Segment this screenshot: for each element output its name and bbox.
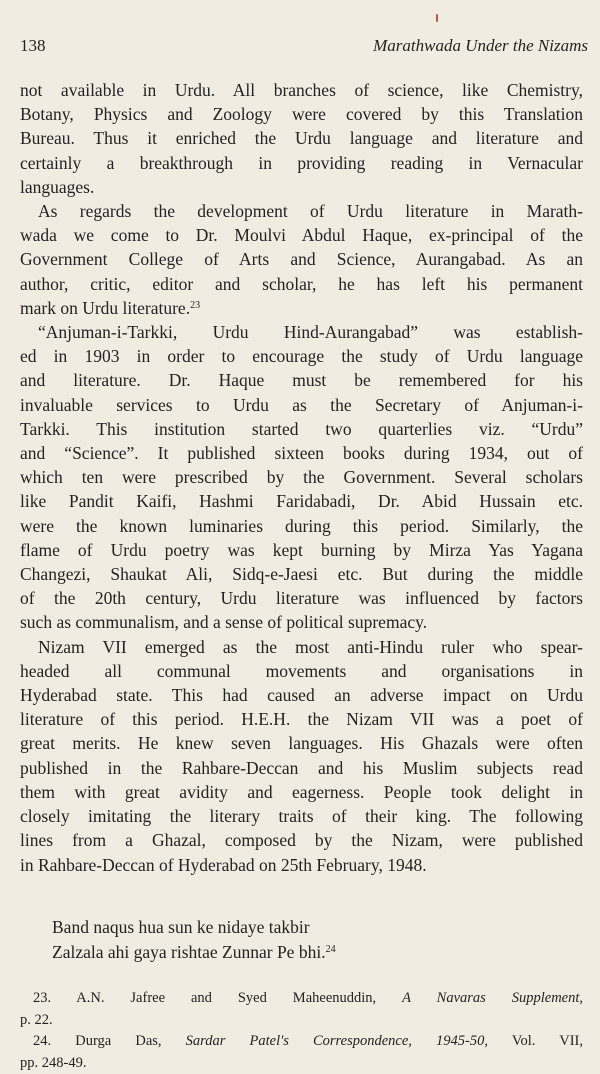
text-line — [20, 296, 583, 320]
footnote-authors: A.N. Jafree and Syed Maheenuddin, — [76, 990, 376, 1006]
text-line: which ten were prescribed by the Government. Several scholars — [20, 465, 583, 489]
text-line: Botany, Physics and Zoology were covered by this Translation — [20, 102, 583, 126]
running-title: Marathwada Under the Nizams — [373, 36, 588, 56]
footnote-pages: p. 22. — [20, 1010, 583, 1032]
text-line: and “Science”. It published sixteen books during 1934, out of — [20, 441, 583, 465]
text-line: like Pandit Kaifi, Hashmi Faridabadi, Dr. Abid Hussain etc. — [20, 489, 583, 513]
footnote-authors: Durga Das, — [75, 1033, 161, 1049]
text-line: not available in Urdu. All branches of science, like Chemistry, — [20, 78, 583, 102]
paragraph-nizam-vii — [20, 635, 583, 877]
footnote-volume: Vol. VII, — [512, 1033, 583, 1049]
ghazal-verse — [52, 915, 336, 964]
text-line: such as communalism, and a sense of political supremacy. — [20, 610, 583, 634]
footnote-23 — [20, 988, 583, 1010]
text-line: languages. — [20, 175, 583, 199]
text-line: Nizam VII emerged as the most anti-Hindu ruler who spear- — [20, 635, 583, 659]
page-number: 138 — [20, 36, 46, 56]
text-line: Bureau. Thus it enriched the Urdu language and literature and — [20, 126, 583, 150]
text-line: closely imitating the literary traits of their king. The following — [20, 804, 583, 828]
footnote-number: 23. — [33, 990, 51, 1006]
footnote-title: Sardar Patel's Correspondence, 1945-50, — [186, 1033, 488, 1049]
text-line-content: mark on Urdu literature. — [20, 298, 190, 318]
page-header — [20, 36, 588, 60]
text-line: ed in 1903 in order to encourage the study of Urdu language — [20, 344, 583, 368]
body-text — [20, 78, 583, 877]
verse-line: Band naqus hua sun ke nidaye takbir — [52, 915, 336, 940]
paragraph-abdul-haque — [20, 199, 583, 320]
footnote-title: A Navaras Supplement, — [402, 990, 583, 1006]
paragraph-translation-bureau — [20, 78, 583, 199]
footnotes — [20, 988, 583, 1074]
text-line: headed all communal movements and organisations in — [20, 659, 583, 683]
footnote-ref-24: 24 — [326, 944, 336, 955]
text-line: As regards the development of Urdu literature in Marath- — [20, 199, 583, 223]
ink-mark — [436, 14, 438, 22]
text-line: literature of this period. H.E.H. the Nizam VII was a poet of — [20, 707, 583, 731]
footnote-number: 24. — [33, 1033, 51, 1049]
text-line: author, critic, editor and scholar, he has left his permanent — [20, 272, 583, 296]
text-line: in Rahbare-Deccan of Hyderabad on 25th February, 1948. — [20, 853, 583, 877]
text-line: lines from a Ghazal, composed by the Nizam, were published — [20, 828, 583, 852]
text-line: Tarkki. This institution started two quarterlies viz. “Urdu” — [20, 417, 583, 441]
text-line: Government College of Arts and Science, Aurangabad. As an — [20, 247, 583, 271]
text-line: were the known luminaries during this period. Similarly, the — [20, 514, 583, 538]
footnote-ref-23: 23 — [190, 300, 200, 311]
text-line: Hyderabad state. This had caused an adverse impact on Urdu — [20, 683, 583, 707]
paragraph-anjuman — [20, 320, 583, 635]
text-line: wada we come to Dr. Moulvi Abdul Haque, ex-principal of the — [20, 223, 583, 247]
text-line: certainly a breakthrough in providing reading in Vernacular — [20, 151, 583, 175]
footnote-pages: pp. 248-49. — [20, 1053, 583, 1074]
text-line: great merits. He knew seven languages. His Ghazals were often — [20, 731, 583, 755]
text-line: and literature. Dr. Haque must be remembered for his — [20, 368, 583, 392]
footnote-24 — [20, 1031, 583, 1053]
text-line: flame of Urdu poetry was kept burning by Mirza Yas Yagana — [20, 538, 583, 562]
verse-line — [52, 940, 336, 965]
verse-line-content: Zalzala ahi gaya rishtae Zunnar Pe bhi. — [52, 942, 326, 962]
text-line: Changezi, Shaukat Ali, Sidq-e-Jaesi etc. But during the middle — [20, 562, 583, 586]
text-line: published in the Rahbare-Deccan and his Muslim subjects read — [20, 756, 583, 780]
text-line: invaluable services to Urdu as the Secretary of Anjuman-i- — [20, 393, 583, 417]
text-line: of the 20th century, Urdu literature was influenced by factors — [20, 586, 583, 610]
text-line: “Anjuman-i-Tarkki, Urdu Hind-Aurangabad” was establish- — [20, 320, 583, 344]
text-line: them with great avidity and eagerness. People took delight in — [20, 780, 583, 804]
